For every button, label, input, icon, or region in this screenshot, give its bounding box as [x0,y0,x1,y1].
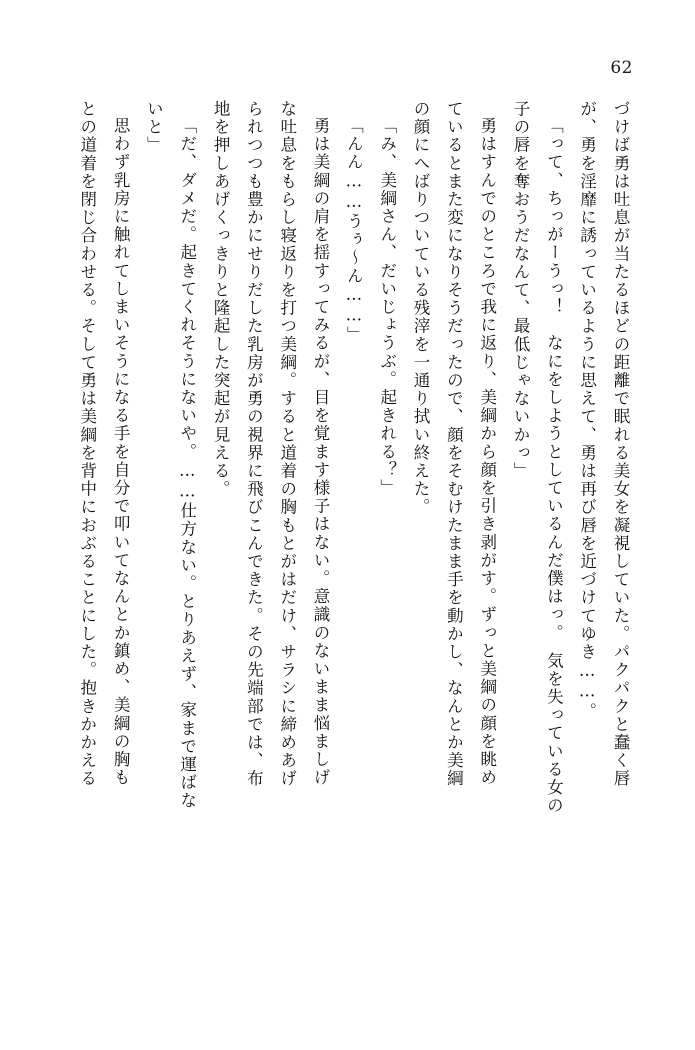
paragraph-line: が、勇を淫靡に誘っているように思えて、勇は再び唇を近づけてゆき……。 [577,100,597,721]
paragraph-line: 「だ、ダメだ。起きてくれそうにないや。……仕方ない。とりあえず、家まで運ばな [177,117,197,810]
paragraph-line: 子の唇を奪おうだなんて、最低じゃないかっ」 [511,100,531,481]
paragraph-line: いと」 [144,100,164,155]
paragraph-line: 勇はすんでのところで我に返り、美綱から顔を引き剥がす。ずっと美綱の顔を眺め [477,117,497,787]
paragraph-line: な吐息をもらし寝返りを打つ美綱。すると道着の胸もとがはだけ、サラシに締めあげ [277,100,297,788]
page-body-text [60,100,637,980]
paragraph-line: 地を押しあげくっきりと隆起した突起が見える。 [211,100,231,499]
paragraph-line: 勇は美綱の肩を揺すってみるが、目を覚ます様子はない。意識のないまま悩ましげ [311,117,331,787]
paragraph-line: の顔にへばりついている残滓を一通り拭い終えた。 [411,100,431,517]
paragraph-line: 「み、美綱さん、だいじょうぶ。起きれる？」 [377,117,397,498]
paragraph-line: との道着を閉じ合わせる。そして勇は美綱を背中におぶることにした。抱きかかえる [77,100,97,788]
paragraph-line: 思わず乳房に触れてしまいそうになる手を自分で叩いてなんとか鎮め、美綱の胸も [111,117,131,787]
page-number: 62 [610,58,633,78]
paragraph-line: ているとまた変になりそうだったので、顔をそむけたまま手を動かし、なんとか美綱 [444,100,464,788]
paragraph-line: 「んん……うぅ～ん……」 [344,117,364,345]
paragraph-line: づけば勇は吐息が当たるほどの距離で眠れる美女を凝視していた。パクパクと蠢く唇 [611,100,630,788]
paragraph-line: られつつも豊かにせりだした乳房が勇の視界に飛びこんできた。その先端部では、布 [244,100,264,788]
paragraph-line: 「って、ちっがーうっ！ なにをしようとしているんだ僕はっ。 気を失っている女の [544,117,564,815]
